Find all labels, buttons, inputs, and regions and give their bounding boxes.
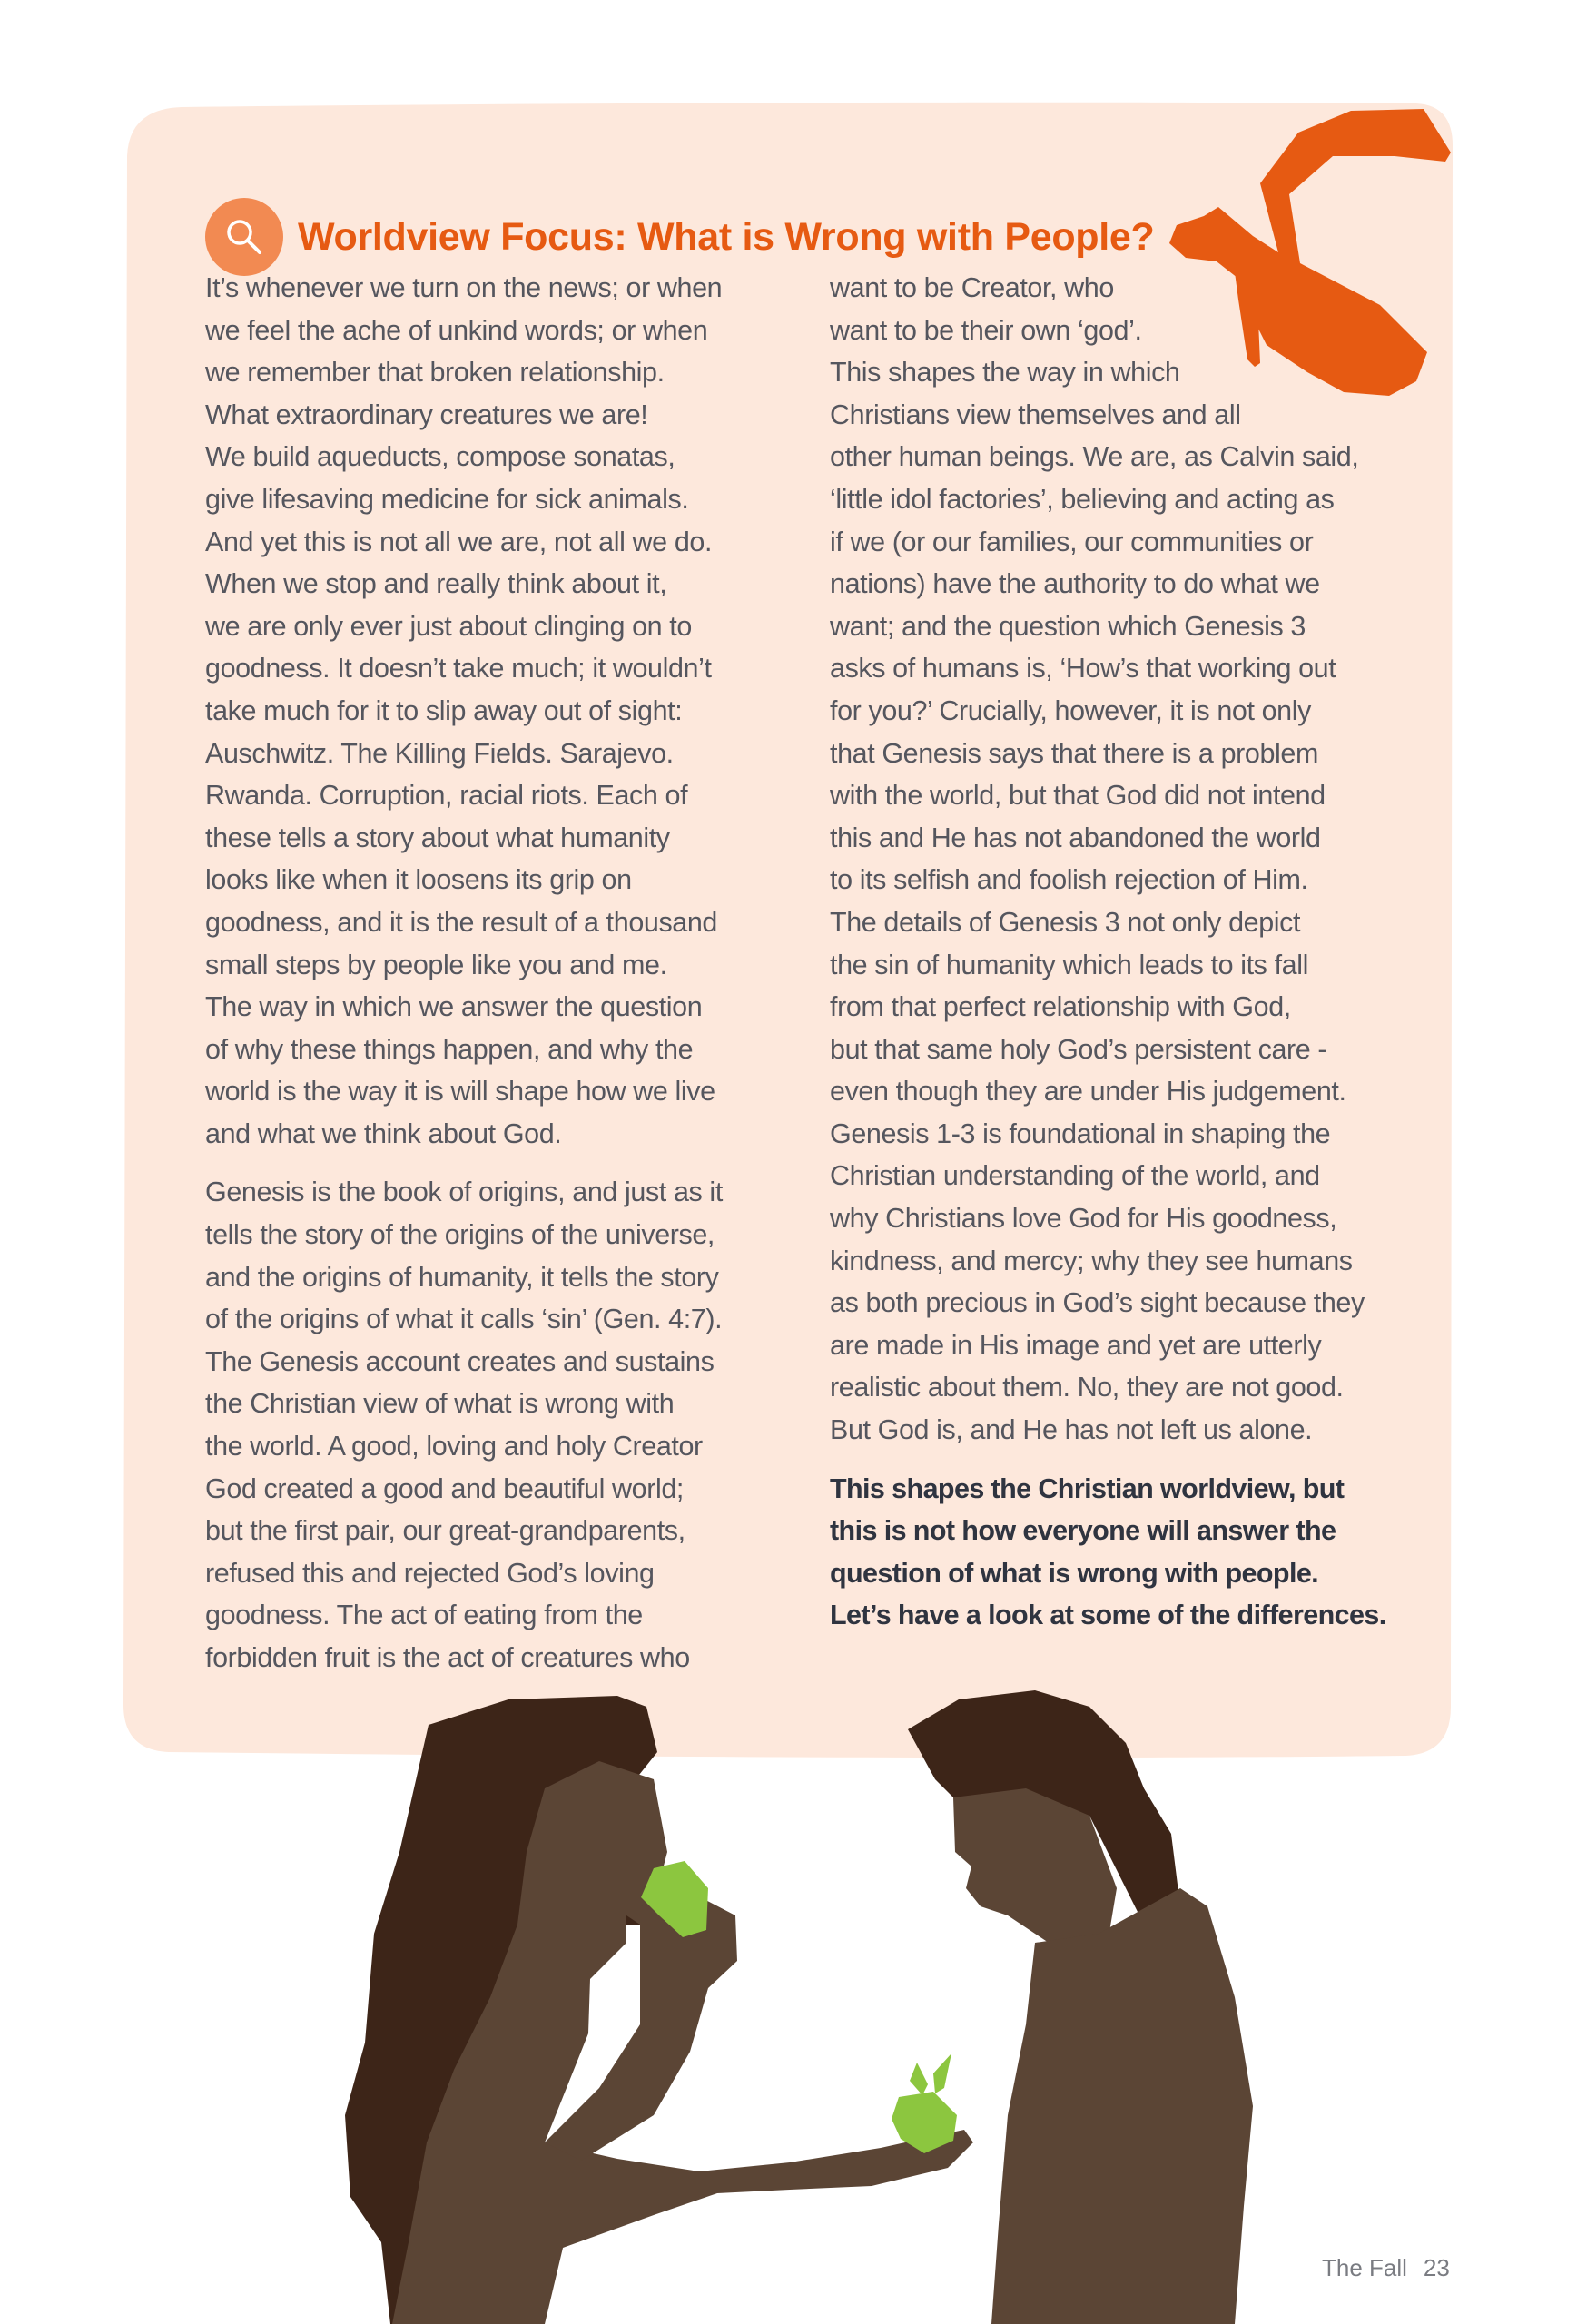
text-line: Christians view themselves and all	[830, 399, 1241, 430]
text-line: Genesis is the book of origins, and just as it	[205, 1177, 723, 1208]
left-paragraph-1	[205, 267, 777, 1155]
text-line: want to be their own ‘god’.	[830, 314, 1142, 346]
text-line: and the origins of humanity, it tells the story	[205, 1261, 719, 1293]
text-line: these tells a story about what humanity	[205, 822, 670, 853]
text-line: are made in His image and yet are utterly	[830, 1329, 1322, 1361]
right-column	[830, 267, 1393, 1637]
page-title: Worldview Focus: What is Wrong with People?	[298, 214, 1155, 259]
text-line: as both precious in God’s sight because they	[830, 1287, 1365, 1319]
text-line: We build aqueducts, compose sonatas,	[205, 441, 675, 473]
left-paragraph-2	[205, 1171, 777, 1679]
text-line: but that same holy God’s persistent care -	[830, 1033, 1327, 1065]
text-line: for you?’ Crucially, however, it is not only	[830, 694, 1311, 726]
adam-figure	[991, 1888, 1253, 2324]
text-line: When we stop and really think about it,	[205, 568, 667, 600]
text-line: of why these things happen, and why the	[205, 1033, 694, 1065]
text-line: realistic about them. No, they are not good.	[830, 1372, 1344, 1403]
text-line: but the first pair, our great-grandparents,	[205, 1515, 685, 1547]
apple-leaf	[910, 2053, 951, 2095]
text-line: other human beings. We are, as Calvin said,	[830, 441, 1359, 473]
paragraph-spacer	[830, 1452, 1393, 1468]
text-line: forbidden fruit is the act of creatures who	[205, 1642, 690, 1673]
paragraph-spacer	[205, 1155, 777, 1171]
text-line: The way in which we answer the question	[205, 991, 703, 1023]
text-line: the world. A good, loving and holy Creator	[205, 1431, 703, 1462]
text-line: This shapes the Christian worldview, but	[830, 1472, 1345, 1504]
text-line: The details of Genesis 3 not only depict	[830, 906, 1301, 938]
text-line: looks like when it loosens its grip on	[205, 864, 632, 896]
text-line: the sin of humanity which leads to its fall	[830, 949, 1308, 980]
text-line: Rwanda. Corruption, racial riots. Each of	[205, 780, 688, 812]
text-line: this and He has not abandoned the world	[830, 822, 1321, 853]
search-icon	[205, 198, 283, 276]
page-number: 23	[1423, 2254, 1450, 2281]
text-line: goodness. It doesn’t take much; it wouldn’t	[205, 653, 712, 684]
text-line: goodness. The act of eating from the	[205, 1600, 643, 1631]
text-line: God created a good and beautiful world;	[205, 1472, 684, 1504]
text-line: But God is, and He has not left us alone.	[830, 1414, 1313, 1446]
text-line: we remember that broken relationship.	[205, 357, 665, 389]
section-name: The Fall	[1322, 2254, 1407, 2281]
text-line: This shapes the way in which	[830, 357, 1180, 389]
left-column	[205, 267, 777, 1679]
text-line: why Christians love God for His goodness,	[830, 1203, 1337, 1235]
text-line: we feel the ache of unkind words; or when	[205, 314, 708, 346]
text-line: if we (or our families, our communities or	[830, 526, 1314, 557]
text-line: What extraordinary creatures we are!	[205, 399, 648, 430]
text-line: And yet this is not all we are, not all we do.	[205, 526, 713, 557]
text-line: Genesis 1-3 is foundational in shaping the	[830, 1118, 1331, 1149]
text-line: refused this and rejected God’s loving	[205, 1557, 655, 1589]
text-line: nations) have the authority to do what we	[830, 568, 1320, 600]
text-line: with the world, but that God did not intend	[830, 780, 1326, 812]
page-footer	[1322, 2254, 1450, 2282]
text-line: small steps by people like you and me.	[205, 949, 667, 980]
text-line: we are only ever just about clinging on to	[205, 610, 692, 642]
text-line: of the origins of what it calls ‘sin’ (Gen. 4:7).	[205, 1304, 723, 1335]
text-line: ‘little idol factories’, believing and acting as	[830, 483, 1335, 515]
text-line: give lifesaving medicine for sick animals.	[205, 483, 689, 515]
right-bold-paragraph	[830, 1468, 1393, 1637]
text-line: question of what is wrong with people.	[830, 1557, 1319, 1589]
text-line: to its selfish and foolish rejection of Him.	[830, 864, 1308, 896]
text-line: world is the way it is will shape how we live	[205, 1076, 715, 1108]
text-line: kindness, and mercy; why they see humans	[830, 1245, 1353, 1276]
text-line: want; and the question which Genesis 3	[830, 610, 1306, 642]
text-line: asks of humans is, ‘How’s that working out	[830, 653, 1336, 684]
text-line: The Genesis account creates and sustains	[205, 1345, 715, 1377]
text-line: It’s whenever we turn on the news; or when	[205, 272, 723, 303]
section-heading	[205, 198, 1155, 276]
text-line: take much for it to slip away out of sight:	[205, 694, 683, 726]
text-line: want to be Creator, who	[830, 272, 1114, 303]
text-line: Christian understanding of the world, and	[830, 1160, 1320, 1192]
text-line: tells the story of the origins of the universe,	[205, 1219, 715, 1251]
text-line: and what we think about God.	[205, 1118, 562, 1149]
text-line: goodness, and it is the result of a thousand	[205, 906, 717, 938]
text-line: from that perfect relationship with God,	[830, 991, 1291, 1023]
text-line: Let’s have a look at some of the differences.	[830, 1600, 1386, 1631]
right-paragraph-1	[830, 267, 1393, 1452]
text-line: the Christian view of what is wrong with	[205, 1388, 675, 1420]
text-line: even though they are under His judgement.	[830, 1076, 1346, 1108]
text-line: this is not how everyone will answer the	[830, 1515, 1336, 1547]
text-line: that Genesis says that there is a problem	[830, 737, 1318, 769]
text-line: Auschwitz. The Killing Fields. Sarajevo.	[205, 737, 674, 769]
